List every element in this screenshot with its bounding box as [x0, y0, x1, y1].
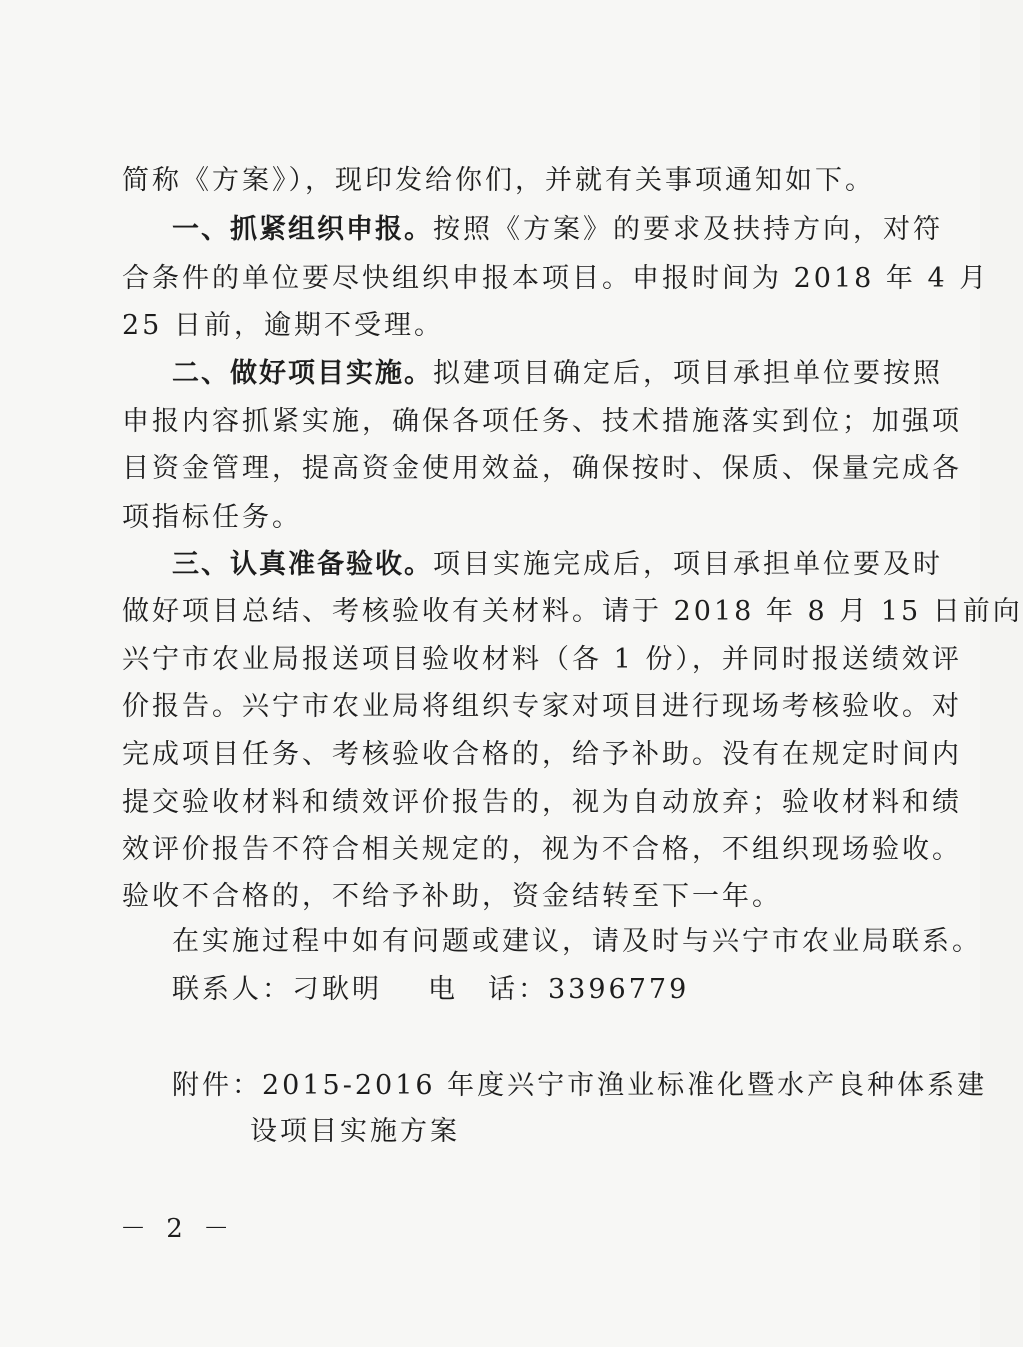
section-3-line-5: 完成项目任务、考核验收合格的，给予补助。没有在规定时间内: [122, 739, 962, 770]
contact-phone: 3396779: [548, 974, 690, 1005]
section-3-line-1: [172, 541, 943, 589]
section-1-heading: 一、抓紧组织申报。: [172, 214, 433, 245]
contact-person-name: 刁耿明: [292, 974, 382, 1005]
section-2-line-4: 项指标任务。: [122, 502, 302, 533]
contact-person-label: 联系人：: [172, 974, 292, 1005]
section-2-line-1: [172, 350, 943, 398]
section-3-line-3: 兴宁市农业局报送项目验收材料（各 1 份），并同时报送绩效评: [122, 644, 962, 675]
section-3-line-4: 价报告。兴宁市农业局将组织专家对项目进行现场考核验收。对: [122, 691, 962, 722]
section-1-line-3: 25 日前，逾期不受理。: [122, 310, 444, 341]
section-2-line-1-text: 拟建项目确定后，项目承担单位要按照: [433, 358, 943, 389]
attachment-title-line-2: 设项目实施方案: [250, 1116, 460, 1147]
attachment-line-1: [172, 1062, 988, 1110]
attachment-label: 附件：: [172, 1070, 262, 1101]
attachment-title-line-1: 2015-2016 年度兴宁市渔业标准化暨水产良种体系建: [262, 1070, 988, 1101]
section-3-line-6: 提交验收材料和绩效评价报告的，视为自动放弃；验收材料和绩: [122, 787, 962, 818]
contact-line: [172, 966, 842, 1014]
section-2-line-2: 申报内容抓紧实施，确保各项任务、技术措施落实到位；加强项: [122, 406, 962, 437]
section-2-heading: 二、做好项目实施。: [172, 358, 433, 389]
section-3-line-2: 做好项目总结、考核验收有关材料。请于 2018 年 8 月 15 日前向: [122, 596, 1023, 627]
section-2-line-3: 目资金管理，提高资金使用效益，确保按时、保质、保量完成各: [122, 453, 962, 484]
section-1-line-2: 合条件的单位要尽快组织申报本项目。申报时间为 2018 年 4 月: [122, 263, 990, 294]
section-3-line-1-text: 项目实施完成后，项目承担单位要及时: [433, 549, 943, 580]
page-number: － 2 －: [120, 1214, 236, 1244]
contact-phone-label: 电 话：: [428, 974, 548, 1005]
section-1-line-1: [172, 206, 943, 254]
section-1-line-1-text: 按照《方案》的要求及扶持方向，对符: [433, 214, 943, 245]
section-3-heading: 三、认真准备验收。: [172, 549, 433, 580]
section-3-line-7: 效评价报告不符合相关规定的，视为不合格，不组织现场验收。: [122, 834, 962, 865]
contact-note: 在实施过程中如有问题或建议，请及时与兴宁市农业局联系。: [172, 926, 982, 957]
section-3-line-8: 验收不合格的，不给予补助，资金结转至下一年。: [122, 881, 782, 912]
intro-line: 简称《方案》），现印发给你们，并就有关事项通知如下。: [122, 165, 875, 196]
